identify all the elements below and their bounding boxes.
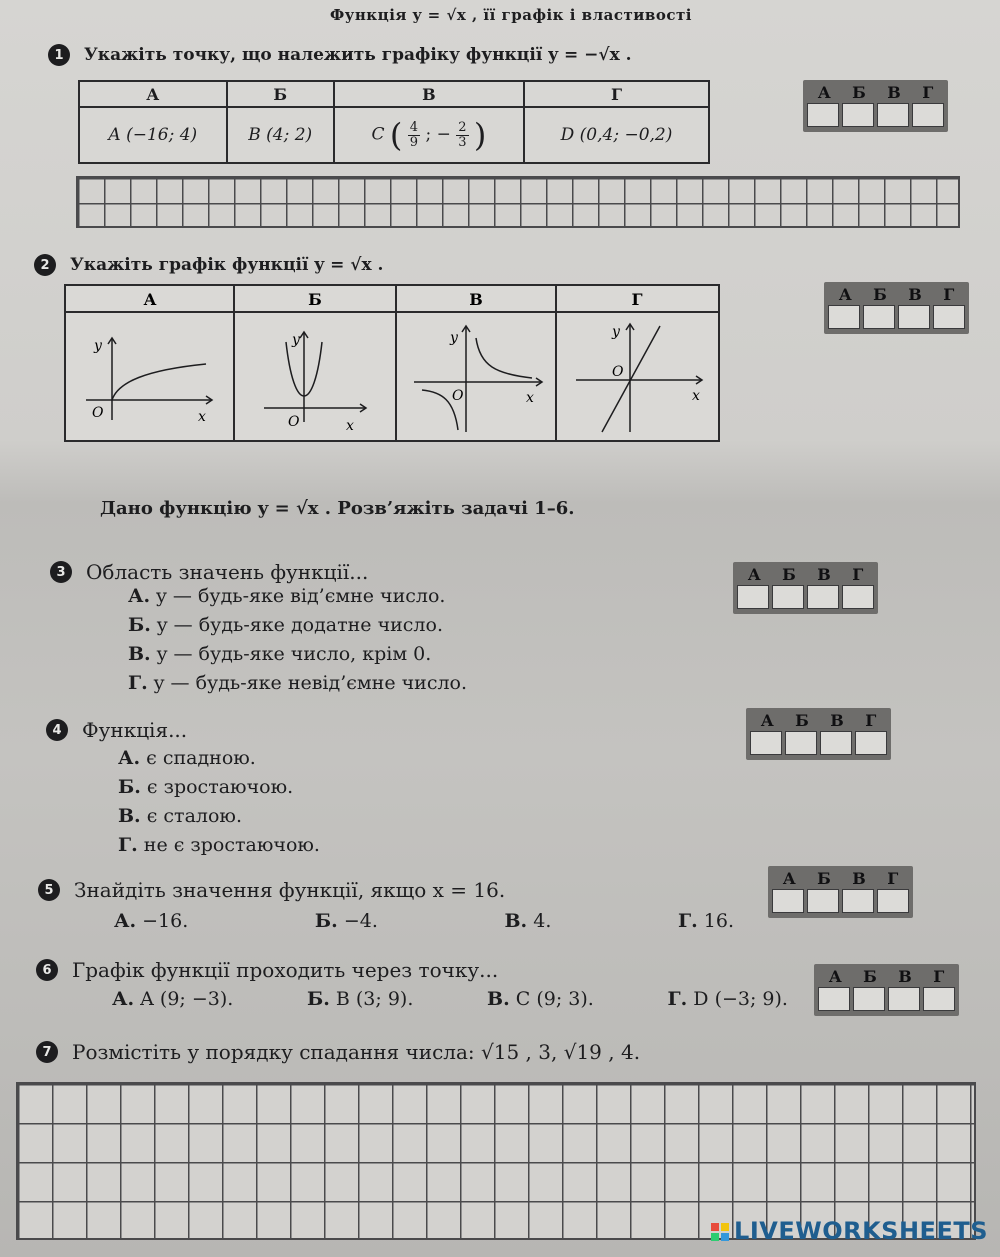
answer-cell-g[interactable] <box>933 305 965 329</box>
origin-label: O <box>92 405 104 421</box>
option-text: є сталою. <box>146 805 242 827</box>
answer-cell-g[interactable] <box>912 103 944 127</box>
answer-cell-a[interactable] <box>828 305 860 329</box>
option-text: y — будь-яке від’ємне число. <box>156 585 446 607</box>
answer-cell-v[interactable] <box>807 585 839 609</box>
page-title: Функція y = √x , її графік і властивості <box>330 6 692 24</box>
task-1-answer-box <box>803 80 948 132</box>
graph-header-g: Г <box>631 290 643 309</box>
answer-cell-v[interactable] <box>898 305 930 329</box>
option-letter: А. <box>114 910 137 932</box>
task-2-question <box>34 254 383 276</box>
paren-open: ( <box>389 116 403 154</box>
answer-letter: Г <box>887 869 899 888</box>
option-line <box>128 582 467 611</box>
task-text: Область значень функції... <box>86 560 369 584</box>
axis-label-x: x <box>198 409 206 425</box>
option-letter: В. <box>487 988 510 1010</box>
task-5-options <box>114 910 734 932</box>
option-v-sep: ; − <box>425 124 451 145</box>
option-text: −16. <box>142 910 189 932</box>
option-line <box>118 744 320 773</box>
task-text: Розмістіть у порядку спадання числа: √15 , 3, √19 , 4. <box>72 1040 641 1064</box>
answer-cell-a[interactable] <box>818 987 850 1011</box>
option-letter: А. <box>112 988 135 1010</box>
task-3-answer-box <box>733 562 878 614</box>
frac-den: 3 <box>458 134 467 150</box>
option-text: не є зростаючою. <box>143 834 320 856</box>
option <box>505 910 552 932</box>
option-line <box>118 831 320 860</box>
answer-letter: Б <box>863 967 877 986</box>
answer-letter: А <box>838 285 852 304</box>
answer-letter: Б <box>782 565 796 584</box>
answer-letter: В <box>908 285 922 304</box>
axis-label-x: x <box>526 390 534 406</box>
answer-letter: Б <box>795 711 809 730</box>
option-letter: В. <box>118 805 141 827</box>
option-line <box>118 773 320 802</box>
option-text: 4. <box>533 910 552 932</box>
liveworksheets-logo <box>710 1217 988 1245</box>
logo-icon <box>710 1221 730 1243</box>
answer-letter: Г <box>922 83 934 102</box>
task-number: 1 <box>48 44 70 66</box>
axis-label-y: y <box>94 338 102 354</box>
option <box>487 988 594 1010</box>
answer-cell-v[interactable] <box>820 731 852 755</box>
option-text: B (3; 9). <box>335 988 414 1010</box>
axis-label-x: x <box>692 388 700 404</box>
option-letter: Б. <box>314 910 338 932</box>
answer-letter: А <box>817 83 831 102</box>
answer-cell-b[interactable] <box>853 987 885 1011</box>
task-4-options <box>118 744 320 860</box>
answer-letter: А <box>760 711 774 730</box>
graphs-svg <box>66 286 718 440</box>
answer-cell-b[interactable] <box>785 731 817 755</box>
option <box>307 988 413 1010</box>
task-number: 7 <box>36 1041 58 1063</box>
logo-text: LIVEWORKSHEETS <box>734 1217 988 1245</box>
answer-letter: А <box>828 967 842 986</box>
answer-letter: А <box>782 869 796 888</box>
option-text: y — будь-яке невід’ємне число. <box>153 672 468 694</box>
header-b: Б <box>227 81 334 107</box>
task-number: 4 <box>46 719 68 741</box>
answer-letter: В <box>898 967 912 986</box>
task-5-question <box>38 878 505 902</box>
axis-label-y: y <box>450 330 458 346</box>
answer-letter: Б <box>873 285 887 304</box>
option-line <box>128 669 467 698</box>
answer-cell-v[interactable] <box>888 987 920 1011</box>
task-number: 6 <box>36 959 58 981</box>
option-letter: В. <box>128 643 151 665</box>
task-number: 2 <box>34 254 56 276</box>
origin-label: O <box>612 364 624 380</box>
answer-cell-g[interactable] <box>923 987 955 1011</box>
answer-letter: Г <box>943 285 955 304</box>
option <box>112 988 233 1010</box>
option-text: C (9; 3). <box>515 988 594 1010</box>
header-g: Г <box>524 81 709 107</box>
graph-b <box>264 332 366 434</box>
task-1-question <box>48 44 632 66</box>
task-3-question <box>50 560 368 584</box>
graph-g <box>576 324 702 432</box>
answer-cell-g[interactable] <box>855 731 887 755</box>
task-4-answer-box <box>746 708 891 760</box>
origin-label: O <box>288 414 300 430</box>
option-letter: В. <box>504 910 528 932</box>
option-text: A (9; −3). <box>140 988 234 1010</box>
task-6-options <box>112 988 788 1010</box>
task-1-work-grid[interactable] <box>76 176 960 228</box>
graph-a <box>86 338 212 425</box>
answer-cell-b[interactable] <box>863 305 895 329</box>
option-letter: Г. <box>128 672 148 694</box>
fraction-1 <box>408 121 420 150</box>
option-v-prefix: C <box>371 124 385 145</box>
answer-cell-g[interactable] <box>877 889 909 913</box>
answer-cell-b[interactable] <box>807 889 839 913</box>
frac-den: 9 <box>409 134 419 150</box>
task-1-options-table <box>78 80 710 164</box>
answer-cell-a[interactable] <box>737 585 769 609</box>
paren-close: ) <box>473 116 487 154</box>
header-v: В <box>334 81 524 107</box>
option-letter: Б. <box>118 776 141 798</box>
option-letter: Б. <box>306 988 330 1010</box>
option-line <box>128 611 467 640</box>
answer-letter: Г <box>865 711 877 730</box>
answer-cell-a[interactable] <box>750 731 782 755</box>
task-2-answer-box <box>824 282 969 334</box>
task-6-answer-box <box>814 964 959 1016</box>
fraction-2 <box>456 121 468 150</box>
answer-cell-v[interactable] <box>842 889 874 913</box>
option-g: D (0,4; −0,2) <box>524 107 709 163</box>
task-6-question <box>36 958 498 982</box>
option-b: B (4; 2) <box>227 107 334 163</box>
option <box>678 910 734 932</box>
answer-letter: Г <box>933 967 945 986</box>
graph-header-v: В <box>469 290 483 309</box>
option-text: D (−3; 9). <box>693 988 788 1010</box>
answer-cell-a[interactable] <box>807 103 839 127</box>
option <box>114 910 188 932</box>
option-letter: Г. <box>678 910 698 932</box>
option-text: є спадною. <box>146 747 256 769</box>
option-text: 16. <box>703 910 734 932</box>
answer-letter: Г <box>852 565 864 584</box>
task-text: Знайдіть значення функції, якщо x = 16. <box>74 878 506 902</box>
task-number: 3 <box>50 561 72 583</box>
task-5-answer-box <box>768 866 913 918</box>
graph-header-b: Б <box>308 290 322 309</box>
option-letter: Г. <box>667 988 688 1010</box>
task-text: Графік функції проходить через точку... <box>72 958 499 982</box>
option-text: y — будь-яке число, крім 0. <box>156 643 432 665</box>
answer-cell-b[interactable] <box>842 103 874 127</box>
task-number: 5 <box>38 879 60 901</box>
frac-num: 4 <box>409 119 419 135</box>
axis-label-x: x <box>346 418 354 434</box>
task-4-question <box>46 718 187 742</box>
task-2-graphs-table <box>64 284 720 442</box>
option-v <box>334 107 524 163</box>
task-text: Функція... <box>82 718 188 742</box>
graph-v <box>414 326 542 432</box>
option-a: A (−16; 4) <box>79 107 227 163</box>
option-line <box>128 640 467 669</box>
option-text: −4. <box>343 910 378 932</box>
answer-letter: А <box>747 565 761 584</box>
option-text: є зростаючою. <box>146 776 294 798</box>
option-letter: А. <box>118 747 141 769</box>
task-text: Укажіть точку, що належить графіку функції y = −√x . <box>84 45 632 65</box>
answer-cell-a[interactable] <box>772 889 804 913</box>
header-a: А <box>79 81 227 107</box>
frac-num: 2 <box>458 119 467 135</box>
answer-cell-b[interactable] <box>772 585 804 609</box>
answer-letter: В <box>887 83 901 102</box>
axis-label-y: y <box>612 324 620 340</box>
option-letter: Б. <box>128 614 151 636</box>
answer-cell-g[interactable] <box>842 585 874 609</box>
option-line <box>118 802 320 831</box>
task-text: Укажіть графік функції y = √x . <box>70 255 384 275</box>
answer-cell-v[interactable] <box>877 103 909 127</box>
answer-letter: Б <box>817 869 831 888</box>
option-letter: Г. <box>118 834 138 856</box>
given-statement: Дано функцію y = √x . Розв’яжіть задачі 1–6. <box>100 498 575 519</box>
option-letter: А. <box>128 585 151 607</box>
origin-label: O <box>452 388 464 404</box>
option <box>315 910 378 932</box>
graph-header-a: А <box>143 290 157 309</box>
option <box>668 988 788 1010</box>
task-3-options <box>128 582 467 698</box>
option-text: y — будь-яке додатне число. <box>156 614 443 636</box>
answer-letter: В <box>852 869 866 888</box>
answer-letter: В <box>817 565 831 584</box>
axis-label-y: y <box>292 332 300 348</box>
answer-letter: Б <box>852 83 866 102</box>
answer-letter: В <box>830 711 844 730</box>
task-7-question <box>36 1040 640 1064</box>
